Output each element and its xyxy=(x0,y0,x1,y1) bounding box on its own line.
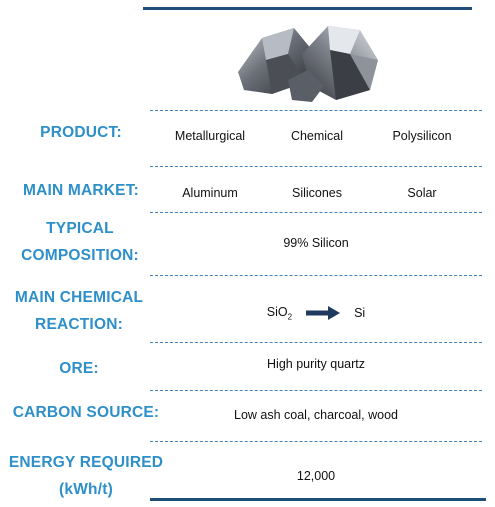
energy-required-value: 12,000 xyxy=(296,469,336,483)
divider xyxy=(150,275,482,276)
divider xyxy=(150,212,482,213)
ore-value: High purity quartz xyxy=(267,357,365,371)
top-rule xyxy=(143,7,472,10)
product-polysilicon: Polysilicon xyxy=(392,129,452,143)
divider xyxy=(150,390,482,391)
typical-composition-label-line2: COMPOSITION: xyxy=(21,247,139,264)
main-chemical-reaction-label xyxy=(0,284,158,338)
product-chemical: Chemical xyxy=(290,129,344,143)
energy-required-label-line2: (kWh/t) xyxy=(59,481,113,498)
typical-composition-label xyxy=(0,215,160,269)
reaction-label-line1: MAIN CHEMICAL xyxy=(14,289,144,306)
carbon-source-value: Low ash coal, charcoal, wood xyxy=(234,408,398,422)
silicon-metal-image xyxy=(232,20,382,104)
product-metallurgical: Metallurgical xyxy=(174,129,246,143)
right-arrow-icon xyxy=(306,306,340,320)
market-aluminum: Aluminum xyxy=(182,186,238,200)
carbon-source-label: CARBON SOURCE: xyxy=(12,404,160,421)
typical-composition-label-line1: TYPICAL xyxy=(46,220,114,237)
bottom-rule xyxy=(150,498,486,501)
reactant-subscript: 2 xyxy=(287,312,293,322)
product-formula: Si xyxy=(354,306,366,320)
energy-required-label xyxy=(0,449,172,503)
ore-label: ORE: xyxy=(59,360,99,377)
reactant-formula xyxy=(267,305,292,322)
reactant-symbol: SiO xyxy=(266,304,288,319)
energy-required-label-line1: ENERGY REQUIRED xyxy=(8,454,164,471)
chemical-reaction xyxy=(150,303,482,323)
divider xyxy=(150,342,482,343)
product-label: PRODUCT: xyxy=(40,124,122,141)
divider xyxy=(150,441,482,442)
divider xyxy=(150,110,482,111)
reaction-label-line2: REACTION: xyxy=(35,316,123,333)
main-market-label: MAIN MARKET: xyxy=(22,182,140,199)
market-silicones: Silicones xyxy=(291,186,343,200)
market-solar: Solar xyxy=(407,186,437,200)
divider xyxy=(150,166,482,167)
composition-value: 99% Silicon xyxy=(283,236,349,250)
